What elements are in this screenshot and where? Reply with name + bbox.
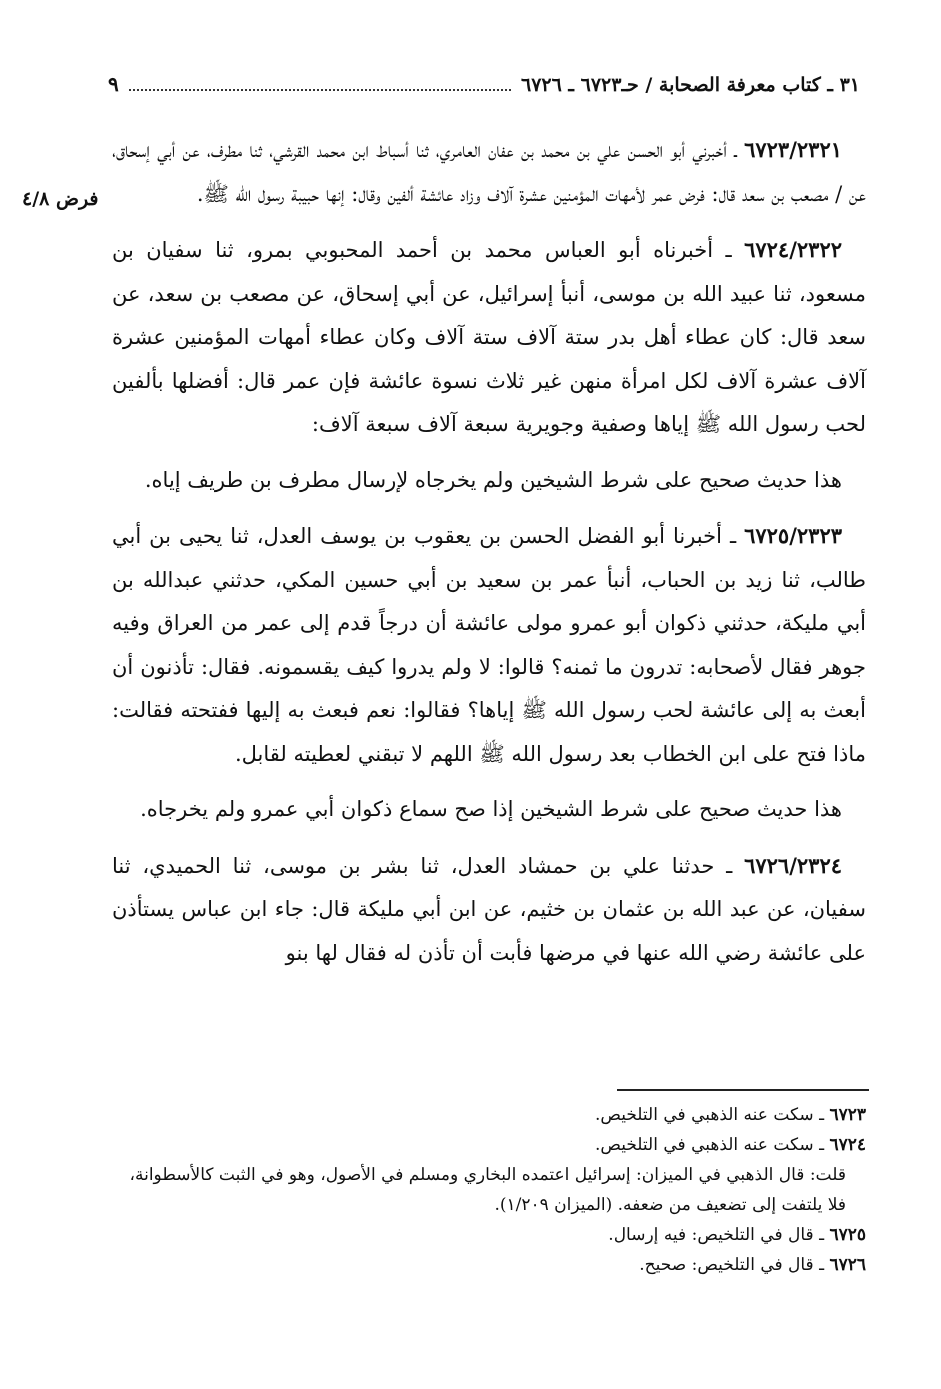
footnote xyxy=(112,1220,866,1250)
grading-note xyxy=(112,459,866,503)
hadith-number: ٦٧٢٣/٢٣٢١ xyxy=(744,137,842,162)
hadith-number: ٦٧٢٤/٢٣٢٢ xyxy=(744,237,842,262)
footnotes xyxy=(112,1100,866,1280)
hadith-paragraph xyxy=(112,514,866,776)
hadith-text: ـ أخبرني أبو الحسن علي بن محمد بن عفان العامري، ثنا أسباط ابن محمد القرشي، ثنا مطرف، عن أبي إسحاق، عن / مصعب بن سعد قال: فرض عمر لأمهات المؤمنين عشرة آلاف وزاد عائشة ألفين وقال: إنها حبيبة رسول الله ﷺ. xyxy=(112,138,866,206)
grading-note xyxy=(112,788,866,832)
hadith-text: ـ أخبرنا أبو الفضل الحسن بن يعقوب بن يوسف العدل، ثنا يحيى بن أبي طالب، ثنا زيد بن الحباب، أنبأ عمر بن سعيد بن أبي حسين المكي، حدثني عبدالله بن أبي مليكة، حدثني ذكوان أبو عمرو مولى عائشة أن درجاً قدم إلى عمر من العراق وفيه جوهر فقال لأصحابه: تدرون ما ثمنه؟ قالوا: لا ولم يدروا كيف يقسمونه. فقال: تأذنون أن أبعث به إلى عائشة لحب رسول الله ﷺ إياها؟ فقالوا: نعم فبعث به إليها ففتحته فقالت: ماذا فتح على ابن الخطاب بعد رسول الله ﷺ اللهم لا تبقني لعطيته لقابل. xyxy=(112,524,866,766)
hadith-paragraph xyxy=(112,228,866,447)
footnote-number: ٦٧٢٥ xyxy=(829,1225,866,1245)
hadith-number: ٦٧٢٥/٢٣٢٣ xyxy=(744,523,842,548)
footnote-number: ٦٧٢٦ xyxy=(829,1255,866,1275)
footnote-text: ـ قال في التلخيص: صحيح. xyxy=(639,1255,830,1275)
hadith-paragraph xyxy=(112,128,866,216)
footnote-divider xyxy=(617,1089,869,1091)
footnote-comment xyxy=(112,1160,866,1220)
margin-note: فرض ٤/٨ xyxy=(22,188,99,210)
hadith-text: ـ أخبرناه أبو العباس محمد بن أحمد المحبوبي بمرو، ثنا سفيان بن مسعود، ثنا عبيد الله بن موسى، أنبأ إسرائيل، عن أبي إسحاق، عن مصعب بن سعد، عن سعد قال: كان عطاء أهل بدر ستة آلاف ستة آلاف وكان عطاء أمهات المؤمنين عشرة آلاف عشرة آلاف لكل امرأة منهن غير ثلاث نسوة عائشة فإن عمر قال: أفضلها بألفين لحب رسول الله ﷺ إياها وصفية وجويرية سبعة آلاف سبعة آلاف: xyxy=(112,238,866,436)
grading-text: هذا حديث صحيح على شرط الشيخين إذا صح سماع ذكوان أبي عمرو ولم يخرجاه. xyxy=(140,797,842,821)
footnote-number: ٦٧٢٤ xyxy=(829,1135,866,1155)
footnote xyxy=(112,1130,866,1160)
header-leader-dots xyxy=(129,75,511,91)
grading-text: هذا حديث صحيح على شرط الشيخين ولم يخرجاه لإرسال مطرف بن طريف إياه. xyxy=(144,467,842,492)
footnote-number: ٦٧٢٣ xyxy=(829,1105,866,1125)
footnote xyxy=(112,1100,866,1130)
page-number: ٩ xyxy=(108,72,119,96)
footnote-text: ـ قال في التلخيص: فيه إرسال. xyxy=(608,1225,830,1245)
footnote-text: ـ سكت عنه الذهبي في التلخيص. xyxy=(594,1105,830,1125)
main-text xyxy=(112,128,866,987)
footnote-text: ـ سكت عنه الذهبي في التلخيص. xyxy=(594,1135,830,1155)
footnote xyxy=(112,1250,866,1280)
hadith-text: ـ حدثنا علي بن حمشاد العدل، ثنا بشر بن موسى، ثنا الحميدي، ثنا سفيان، عن عبد الله بن عثمان بن خثيم، عن ابن أبي مليكة قال: جاء ابن عباس يستأذن على عائشة رضي الله عنها في مرضها فأبت أن تأذن له فقال لها بنو xyxy=(112,853,866,965)
hadith-number: ٦٧٢٦/٢٣٢٤ xyxy=(744,852,842,878)
hadith-paragraph xyxy=(112,844,866,976)
running-title: ٣١ ـ كتاب معرفة الصحابة / حـ٦٧٢٣ ـ ٦٧٢٦ xyxy=(520,74,860,96)
page-header xyxy=(108,72,860,96)
footnote-text: قلت: قال الذهبي في الميزان: إسرائيل اعتمده البخاري ومسلم في الأصول، وهو في الثبت كالأسطوانة، فلا يلتفت إلى تضعيف من ضعفه. (الميزان ١/٢٠٩). xyxy=(129,1165,846,1215)
